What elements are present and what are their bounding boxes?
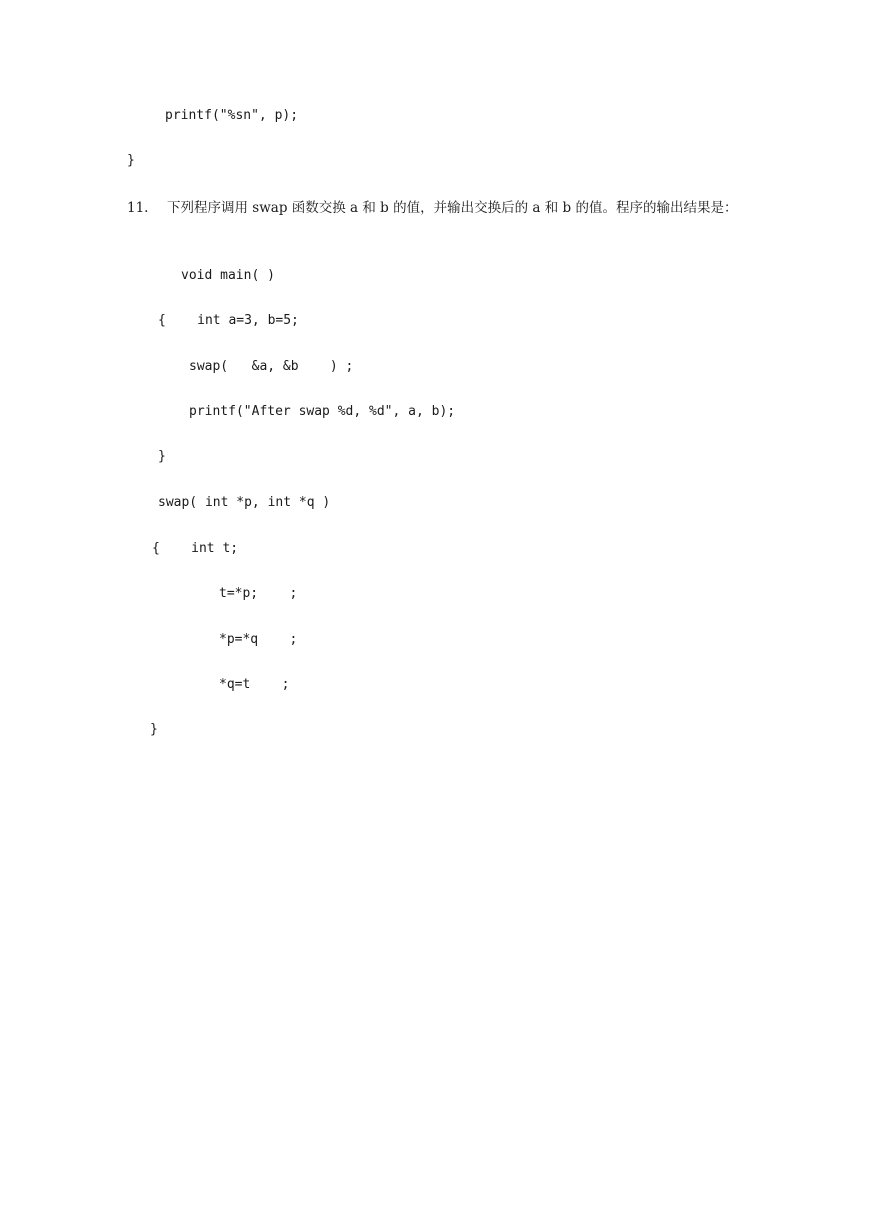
- question-11: [127, 197, 747, 219]
- code-line-main-close: }: [158, 449, 166, 464]
- code-line-closing-brace: }: [127, 153, 135, 168]
- code-line-swap-close: }: [150, 722, 158, 737]
- code-line-q-assign: *q=t ;: [219, 677, 290, 692]
- code-line-printf-p: printf("%sn", p);: [165, 108, 299, 123]
- code-line-swap-signature: swap( int *p, int *q ): [158, 495, 331, 510]
- code-line-p-assign: *p=*q ;: [219, 632, 298, 647]
- question-number: 11.: [127, 200, 149, 216]
- code-line-t-assign: t=*p; ;: [219, 586, 298, 601]
- code-line-swap-call: swap( &a, &b ) ;: [189, 359, 354, 374]
- code-line-int-t: { int t;: [152, 541, 239, 556]
- code-line-printf-after-swap: printf("After swap %d, %d", a, b);: [189, 404, 456, 419]
- question-text: 下列程序调用 swap 函数交换 a 和 b 的值，并输出交换后的 a 和 b 的值。程序的输出结果是：: [167, 200, 738, 216]
- code-line-void-main: void main( ): [181, 268, 275, 283]
- code-line-int-ab: { int a=3, b=5;: [158, 313, 299, 328]
